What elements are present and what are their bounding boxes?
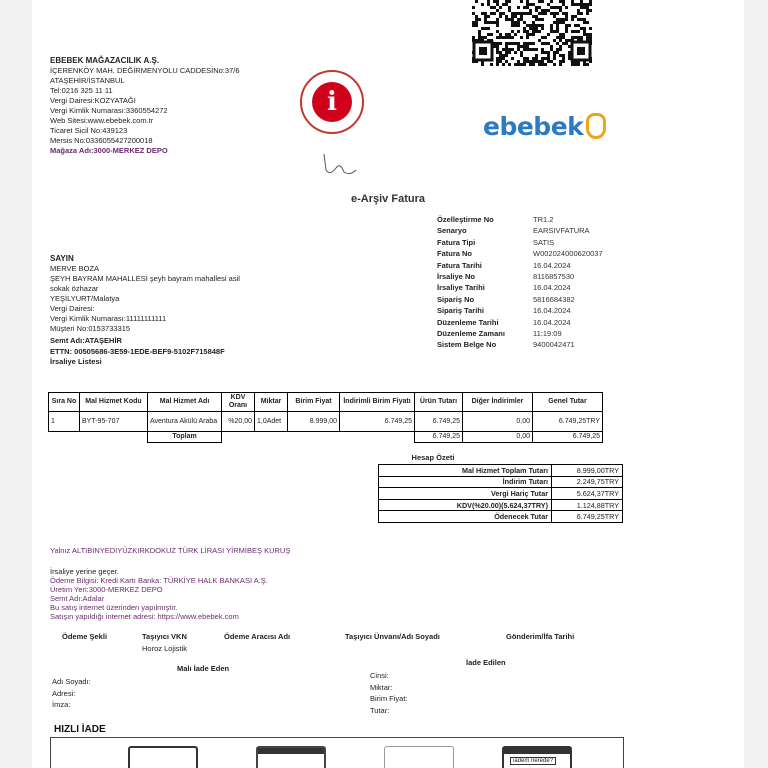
seller-mersis: Mersis No:0336055427200018 bbox=[50, 136, 153, 145]
col-header: Mal Hizmet Kodu bbox=[80, 393, 148, 412]
buyer-tax-no: Vergi Kimlik Numarası:11111111111 bbox=[50, 314, 167, 323]
doc-title: e-Arşiv Fatura bbox=[351, 193, 425, 205]
gib-seal: i bbox=[300, 70, 364, 134]
cell-code: BYT-95-707 bbox=[80, 412, 148, 432]
pay-header: Ödeme Aracısı Adı bbox=[224, 632, 291, 641]
info-value: SATIS bbox=[533, 237, 555, 247]
sub-amount: 6.749,25 bbox=[415, 432, 463, 443]
note-line: Üretim Yeri:3000-MERKEZ DEPO bbox=[50, 585, 163, 594]
return-field: Tutar: bbox=[370, 705, 390, 715]
return-right-title: İade Edilen bbox=[466, 658, 506, 667]
summary-key: Vergi Hariç Tutar bbox=[379, 488, 552, 500]
cell-no: 1 bbox=[49, 412, 80, 432]
sub-other: 0,00 bbox=[463, 432, 533, 443]
summary-value: 5.624,37TRY bbox=[552, 488, 623, 500]
cell-price: 8.999,00 bbox=[288, 412, 340, 432]
summary-value: 6.749,25TRY bbox=[552, 511, 623, 523]
tracking-label: iadem nerede? bbox=[510, 757, 556, 765]
seller-address1: İÇERENKÖY MAH. DEĞİRMENYOLU CADDESİNo:37/6 bbox=[50, 66, 240, 75]
col-header: Diğer İndirimler bbox=[463, 393, 533, 412]
carrier-name: Horoz Lojistik bbox=[142, 644, 188, 653]
buyer-city: YEŞİLYURT/Malatya bbox=[50, 294, 120, 303]
info-row bbox=[437, 214, 603, 225]
pay-header: Gönderim/İfa Tarihi bbox=[506, 632, 575, 641]
amount-in-words: Yalnız ALTIBINYEDIYÜZKIRKDOKUZ TÜRK LİRASI YİRMİBEŞ KURUŞ bbox=[50, 546, 291, 555]
summary-row bbox=[379, 511, 623, 523]
summary-key: Ödenecek Tutar bbox=[379, 511, 552, 523]
info-value: 16.04.2024 bbox=[533, 317, 571, 327]
info-row bbox=[437, 282, 603, 293]
seller-website: Web Sitesi:www.ebebek.com.tr bbox=[50, 116, 154, 125]
info-row bbox=[437, 328, 603, 339]
cell-toplam: Toplam bbox=[148, 432, 222, 443]
info-value: 9400042471 bbox=[533, 340, 575, 350]
info-key: Senaryo bbox=[437, 226, 467, 236]
seller-company: EBEBEK MAĞAZACILIK A.Ş. bbox=[50, 56, 160, 65]
ebebek-mark-icon bbox=[586, 113, 606, 139]
summary-value: 8.999,00TRY bbox=[552, 465, 623, 477]
info-row bbox=[437, 225, 603, 236]
info-value: W002024000620037 bbox=[533, 249, 603, 259]
table-total-row bbox=[49, 432, 603, 443]
buyer-address1: ŞEYH BAYRAM MAHALLESİ şeyh bayram mahallesi asil bbox=[50, 274, 240, 283]
info-key: İrsaliye Tarihi bbox=[437, 283, 485, 293]
signature bbox=[320, 150, 360, 180]
seller-trade-reg: Ticaret Sicil No:439123 bbox=[50, 126, 128, 135]
buyer-customer-no: Müşteri No:0153733315 bbox=[50, 324, 131, 333]
info-row bbox=[437, 237, 603, 248]
notes-block bbox=[50, 567, 268, 621]
return-field: Adı Soyadı: bbox=[52, 677, 91, 686]
note-line: Semt Adı:Adalar bbox=[50, 594, 105, 603]
table-header-row bbox=[49, 393, 603, 412]
info-row bbox=[437, 248, 603, 259]
return-left-title: Malı İade Eden bbox=[177, 664, 230, 673]
info-row bbox=[437, 260, 603, 271]
col-header: Sıra No bbox=[49, 393, 80, 412]
info-key: Düzenleme Zamanı bbox=[437, 328, 505, 338]
summary-key: Mal Hizmet Toplam Tutarı bbox=[379, 465, 552, 477]
summary-row bbox=[379, 488, 623, 500]
info-row bbox=[437, 305, 603, 316]
info-key: Fatura Tipi bbox=[437, 237, 476, 247]
summary-row bbox=[379, 499, 623, 511]
seller-tax-no: Vergi Kimlik Numarası:3360554272 bbox=[50, 106, 168, 115]
col-header: Miktar bbox=[255, 393, 288, 412]
info-key: Düzenleme Tarihi bbox=[437, 317, 499, 327]
ettn: ETTN: 00505686-3E59-1EDE-BEF9-5102F715848F bbox=[50, 347, 225, 356]
col-header: Birim Fiyat bbox=[288, 393, 340, 412]
summary-key: KDV(%20.00)(5.624,37TRY) bbox=[379, 499, 552, 511]
info-value: 16.04.2024 bbox=[533, 283, 571, 293]
info-value: TR1.2 bbox=[533, 215, 554, 224]
buyer-sayin: SAYIN bbox=[50, 254, 74, 263]
cell-total: 6.749,25TRY bbox=[533, 412, 603, 432]
info-row bbox=[437, 294, 603, 305]
return-field: Birim Fiyat: bbox=[370, 694, 408, 703]
col-header: KDV Oranı bbox=[222, 393, 255, 412]
info-key: Fatura No bbox=[437, 249, 473, 259]
col-header: Ürün Tutarı bbox=[415, 393, 463, 412]
cell-kdv: %20,00 bbox=[222, 412, 255, 432]
info-key: İrsaliye No bbox=[437, 271, 475, 281]
cell-disc-price: 6.749,25 bbox=[340, 412, 415, 432]
seller-address2: ATAŞEHİR/İSTANBUL bbox=[50, 76, 125, 85]
buyer-address2: sokak özhazar bbox=[50, 284, 99, 293]
cell-name: Aventura Akülü Araba bbox=[148, 412, 222, 432]
sub-total: 6.749,25 bbox=[533, 432, 603, 443]
note-line: Ödeme Bilgisi: Kredi Kartı Banka: TÜRKİYE HALK BANKASI A.Ş. bbox=[50, 576, 268, 585]
buyer-semt: Semt Adı:ATAŞEHİR bbox=[50, 336, 122, 345]
info-value: EARSIVFATURA bbox=[533, 226, 590, 236]
laptop-icon bbox=[128, 746, 198, 768]
buyer-name: MERVE BOZA bbox=[50, 264, 100, 273]
pay-header: Taşıyıcı Ünvanı/Adı Soyadı bbox=[345, 632, 440, 641]
invoice-page bbox=[32, 0, 744, 768]
qr-code bbox=[472, 0, 592, 66]
info-key: Fatura Tarihi bbox=[437, 260, 482, 270]
info-value: 16.04.2024 bbox=[533, 260, 571, 270]
info-value: 16.04.2024 bbox=[533, 306, 571, 316]
note-line: Satışın yapıldığı internet adresi: https://www.ebebek.com bbox=[50, 612, 239, 621]
pay-header: Taşıyıcı VKN bbox=[142, 632, 187, 641]
buyer-tax-office: Vergi Dairesi: bbox=[50, 304, 95, 313]
table-row bbox=[49, 412, 603, 432]
return-field: İmza: bbox=[52, 700, 71, 709]
package-icon bbox=[384, 746, 454, 768]
invoice-info bbox=[437, 214, 603, 351]
seller-tax-office: Vergi Dairesi:KOZYATAĞI bbox=[50, 96, 136, 105]
pay-header: Ödeme Şekli bbox=[62, 632, 108, 641]
buyer-block bbox=[50, 254, 350, 367]
return-field: Miktar: bbox=[370, 682, 393, 692]
summary-title: Hesap Özeti bbox=[411, 453, 455, 462]
note-line: Bu satış internet üzerinden yapılmıştır. bbox=[50, 603, 178, 612]
col-header: Mal Hizmet Adı bbox=[148, 393, 222, 412]
return-field: Cinsi: bbox=[370, 671, 389, 680]
form-icon bbox=[256, 746, 326, 768]
hizli-iade-title: HIZLI İADE bbox=[54, 724, 106, 735]
seller-store: Mağaza Adı:3000-MERKEZ DEPO bbox=[50, 146, 168, 155]
info-value: 8116857530 bbox=[533, 271, 575, 281]
info-key: Sistem Belge No bbox=[437, 340, 497, 350]
ebebek-logo: ebebek bbox=[483, 112, 606, 141]
cell-other: 0,00 bbox=[463, 412, 533, 432]
col-header: İndirimli Birim Fiyatı bbox=[340, 393, 415, 412]
summary-row bbox=[379, 465, 623, 477]
info-row bbox=[437, 317, 603, 328]
return-left-fields bbox=[52, 676, 91, 711]
cell-amount: 6.749,25 bbox=[415, 412, 463, 432]
irsaliye-list: İrsaliye Listesi bbox=[50, 357, 102, 366]
seller-block bbox=[50, 56, 310, 156]
info-row bbox=[437, 271, 603, 282]
info-value: 5816684382 bbox=[533, 294, 575, 304]
info-key: Sipariş Tarihi bbox=[437, 306, 484, 316]
summary-value: 2.249,75TRY bbox=[552, 476, 623, 488]
seller-phone: Tel:0216 325 11 11 bbox=[50, 86, 113, 95]
info-value: 11:19:09 bbox=[533, 328, 562, 338]
summary-value: 1.124,88TRY bbox=[552, 499, 623, 511]
items-table bbox=[48, 392, 603, 443]
cell-qty: 1,0Adet bbox=[255, 412, 288, 432]
summary-row bbox=[379, 476, 623, 488]
info-key: Sipariş No bbox=[437, 294, 475, 304]
note-line: İrsaliye yerine geçer. bbox=[50, 567, 119, 576]
info-row bbox=[437, 339, 603, 350]
summary-table bbox=[378, 464, 623, 523]
tracking-icon bbox=[502, 746, 572, 768]
col-header: Genel Tutar bbox=[533, 393, 603, 412]
return-right-fields bbox=[370, 670, 408, 716]
summary-key: İndirim Tutarı bbox=[379, 476, 552, 488]
info-key: Özelleştirme No bbox=[437, 215, 494, 224]
return-field: Adresi: bbox=[52, 688, 76, 698]
